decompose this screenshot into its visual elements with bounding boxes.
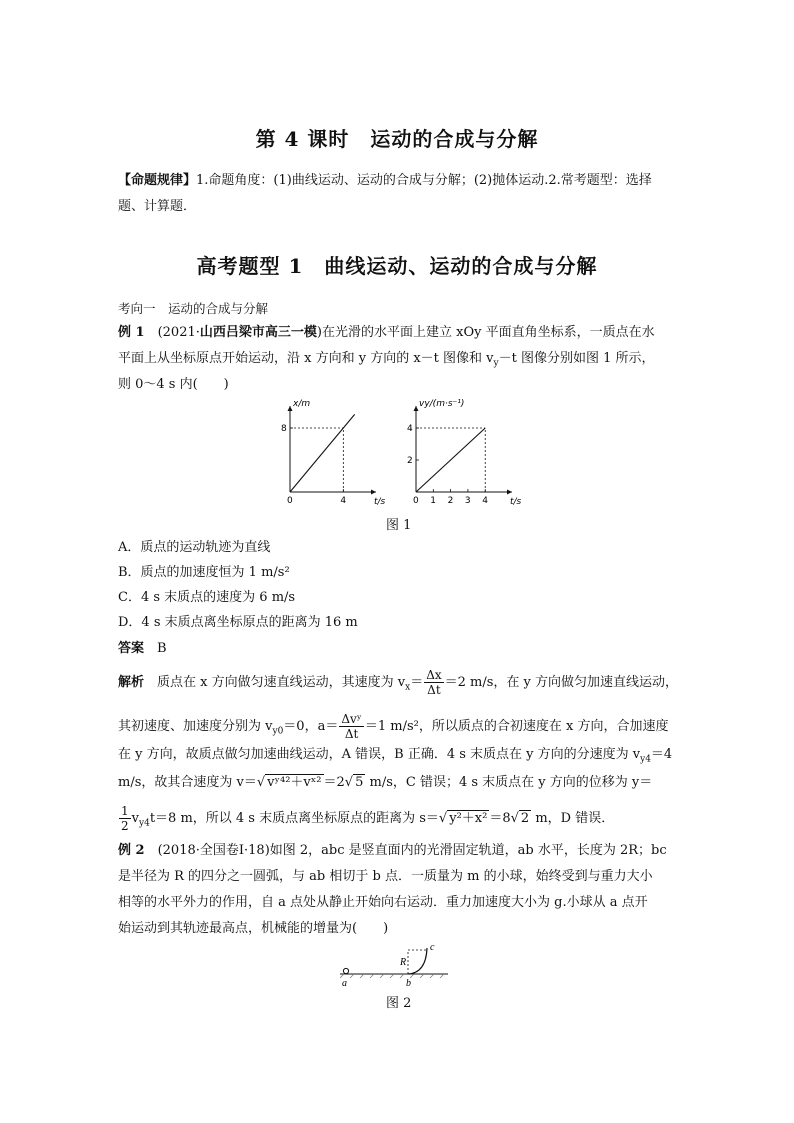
an2-sub: y0: [272, 726, 284, 737]
an1-frac-den: Δt: [427, 683, 441, 697]
x-tick-label: 0: [287, 496, 293, 506]
an3-text: 在 y 方向，故质点做匀加速曲线运动，A 错误，B 正确．4 s 末质点在 y 方向的分速度为 v: [118, 747, 641, 762]
rule-tag: 【命题规律】: [118, 173, 197, 188]
an2-fraction: [339, 712, 364, 741]
an2-frac-den: Δt: [344, 727, 359, 741]
ex1-line-1: [118, 322, 655, 344]
option-d: D．4 s 末质点离坐标原点的距离为 16 m: [118, 615, 358, 630]
an5-frac-num: 1: [121, 804, 129, 818]
x-tick-label: 4: [340, 496, 347, 506]
x-axis-label: t/s: [374, 497, 386, 507]
ex2-label: 例 2: [118, 843, 145, 858]
section-title: 高考题型 1 曲线运动、运动的合成与分解: [196, 254, 598, 278]
answer-value: B: [157, 641, 167, 656]
rule-text-2: 题、计算题．: [118, 199, 197, 214]
ex1-line-3: 则 0～4 s 内( ): [118, 377, 229, 392]
y-axis-label: x/m: [293, 399, 311, 409]
analysis-line-3: [118, 744, 672, 771]
page-title: 第 4 课时 运动的合成与分解: [255, 127, 539, 151]
an5-root: y²＋x²: [449, 811, 488, 826]
rule-text-1: 1.命题角度：(1)曲线运动、运动的合成与分解；(2)抛体运动.2.常考题型：选择: [196, 173, 652, 188]
an4-c: m/s，C 错误；4 s 末质点在 y 方向的位移为 y＝: [365, 775, 653, 790]
an1-sub: x: [405, 682, 411, 693]
y-tick-label: 8: [281, 424, 287, 434]
answer-line: [118, 638, 167, 660]
an4-root2: 5: [355, 775, 364, 790]
label-c: c: [430, 942, 435, 953]
x-axis-arrow: [371, 490, 376, 495]
analysis-line-4: m/s，故其合速度为 v＝√ vʸ⁴²＋vˣ² ＝2√ 5 m/s，C 错误；4 s 末质点在 y 方向的位移为 y＝: [118, 775, 653, 790]
x-axis-label: t/s: [510, 497, 522, 507]
x-tick-label: 1: [430, 496, 437, 506]
analysis-line-2: [118, 712, 668, 743]
y-axis-arrow: [288, 406, 293, 411]
an1-fraction: [424, 668, 443, 697]
option-b: B．质点的加速度恒为 1 m/s²: [118, 565, 290, 580]
an2-c: ＝0，a＝: [283, 719, 339, 734]
y-axis-label: vy/(m·s⁻¹): [419, 399, 465, 409]
ex1-line-2-sub: y: [493, 358, 499, 369]
ex1-source-bold: 山西吕梁市高三一模: [199, 325, 317, 340]
figure-2-caption: 图 2: [386, 996, 412, 1011]
ex2-line-2: 是半径为 R 的四分之一圆弧，与 ab 相切于 b 点．一质量为 m 的小球，始终受到与重力大小: [118, 869, 653, 884]
x-axis-arrow: [507, 490, 512, 495]
ex1-label: 例 1: [118, 325, 145, 340]
ex1-source-post: )在光滑的水平面上建立 xOy 平面直角坐标系，一质点在水: [316, 325, 655, 340]
analysis-label: 解析: [118, 675, 145, 690]
an3-sub: y4: [640, 754, 651, 765]
an1-c: ＝2 m/s，在 y 方向做匀加速直线运动，: [444, 675, 679, 690]
an5-root2: 2: [520, 811, 530, 826]
ground-hatch: [340, 974, 444, 978]
y-axis-arrow: [414, 406, 419, 411]
ex2-line-4: 始运动到其轨迹最高点，机械能的增量为( ): [118, 921, 389, 936]
an1-frac-num: Δx: [426, 668, 442, 682]
an2-a: 其初速度、加速度分别为 v: [118, 719, 273, 734]
label-a: a: [342, 978, 347, 989]
an4-a: m/s，故其合速度为 v＝: [118, 775, 257, 790]
x-tick-label: 3: [464, 496, 471, 506]
an2-frac-num: Δvʸ: [341, 712, 362, 726]
rule-line-1: [118, 170, 652, 192]
direction-heading: 考向一 运动的合成与分解: [118, 301, 269, 316]
an4-b: ＝2: [323, 775, 345, 790]
an5-sub: y4: [139, 818, 150, 829]
an5-c: ＝8: [489, 811, 511, 826]
ex1-source-pre: (2021·: [157, 325, 200, 340]
an1-a: 质点在 x 方向做匀速直线运动，其速度为 v: [157, 675, 406, 690]
x-tick-label: 2: [447, 496, 454, 506]
analysis-line-1: 解析 质点在 x 方向做匀速直线运动，其速度为 $v_x=$ $\frac{\Delta x}{\Delta t}$ ＝2 m/s，在 y 方向做匀加速直线运动，: [118, 668, 679, 697]
ex2-line-1: [118, 840, 667, 862]
ex1-line-2-tail: －t 图像分别如图 1 所示，: [498, 351, 655, 366]
series-line: [416, 428, 485, 492]
x-tick-label: 4: [482, 496, 488, 506]
y-tick-label: 2: [407, 456, 413, 466]
an5-frac-den: 2: [121, 819, 129, 833]
answer-label: 答案: [118, 641, 145, 656]
arc-bc: [408, 948, 427, 974]
analysis-line-5: $\frac{1}{2}$ $v_{y4}t=8$ m，所以 4 s 末质点离坐标原点的距离为 s＝√ y²＋x² ＝8√ 2 m，D 错误．: [121, 804, 615, 833]
option-a: A．质点的运动轨迹为直线: [118, 540, 271, 555]
an5-b: t＝8 m，所以 4 s 末质点离坐标原点的距离为 s＝: [149, 811, 439, 826]
ex1-line-2: [118, 348, 655, 375]
label-b: b: [406, 978, 411, 989]
option-c: C．4 s 末质点的速度为 6 m/s: [118, 590, 296, 605]
figure-1-caption: 图 1: [386, 518, 412, 533]
y-tick-label: 4: [407, 424, 413, 434]
an5-d: m，D 错误．: [531, 811, 615, 826]
an4-root: vʸ⁴²＋vˣ²: [267, 775, 322, 790]
an2-d: ＝1 m/s²，所以质点的合初速度在 x 方向，合加速度: [364, 719, 669, 734]
series-line: [290, 414, 355, 492]
an5-fraction: [119, 804, 131, 833]
an5-a: v: [131, 811, 139, 826]
ball: [343, 968, 348, 973]
x-tick-label: 0: [413, 496, 419, 506]
figure-2-track: [330, 940, 460, 992]
label-R: R: [400, 957, 407, 968]
an3-tail: ＝4: [650, 747, 673, 762]
ex2-line-3: 相等的水平外力的作用，自 a 点处从静止开始向右运动．重力加速度大小为 g.小球从 a 点开: [118, 895, 648, 910]
ex1-line-2-text: 平面上从坐标原点开始运动，沿 x 方向和 y 方向的 x－t 图像和 v: [118, 351, 494, 366]
chart-vy-t: [400, 396, 530, 508]
ex2-line-1-text: (2018·全国卷Ⅰ·18)如图 2，abc 是竖直面内的光滑固定轨道，ab 水平，长度为 2R；bc: [157, 843, 667, 858]
